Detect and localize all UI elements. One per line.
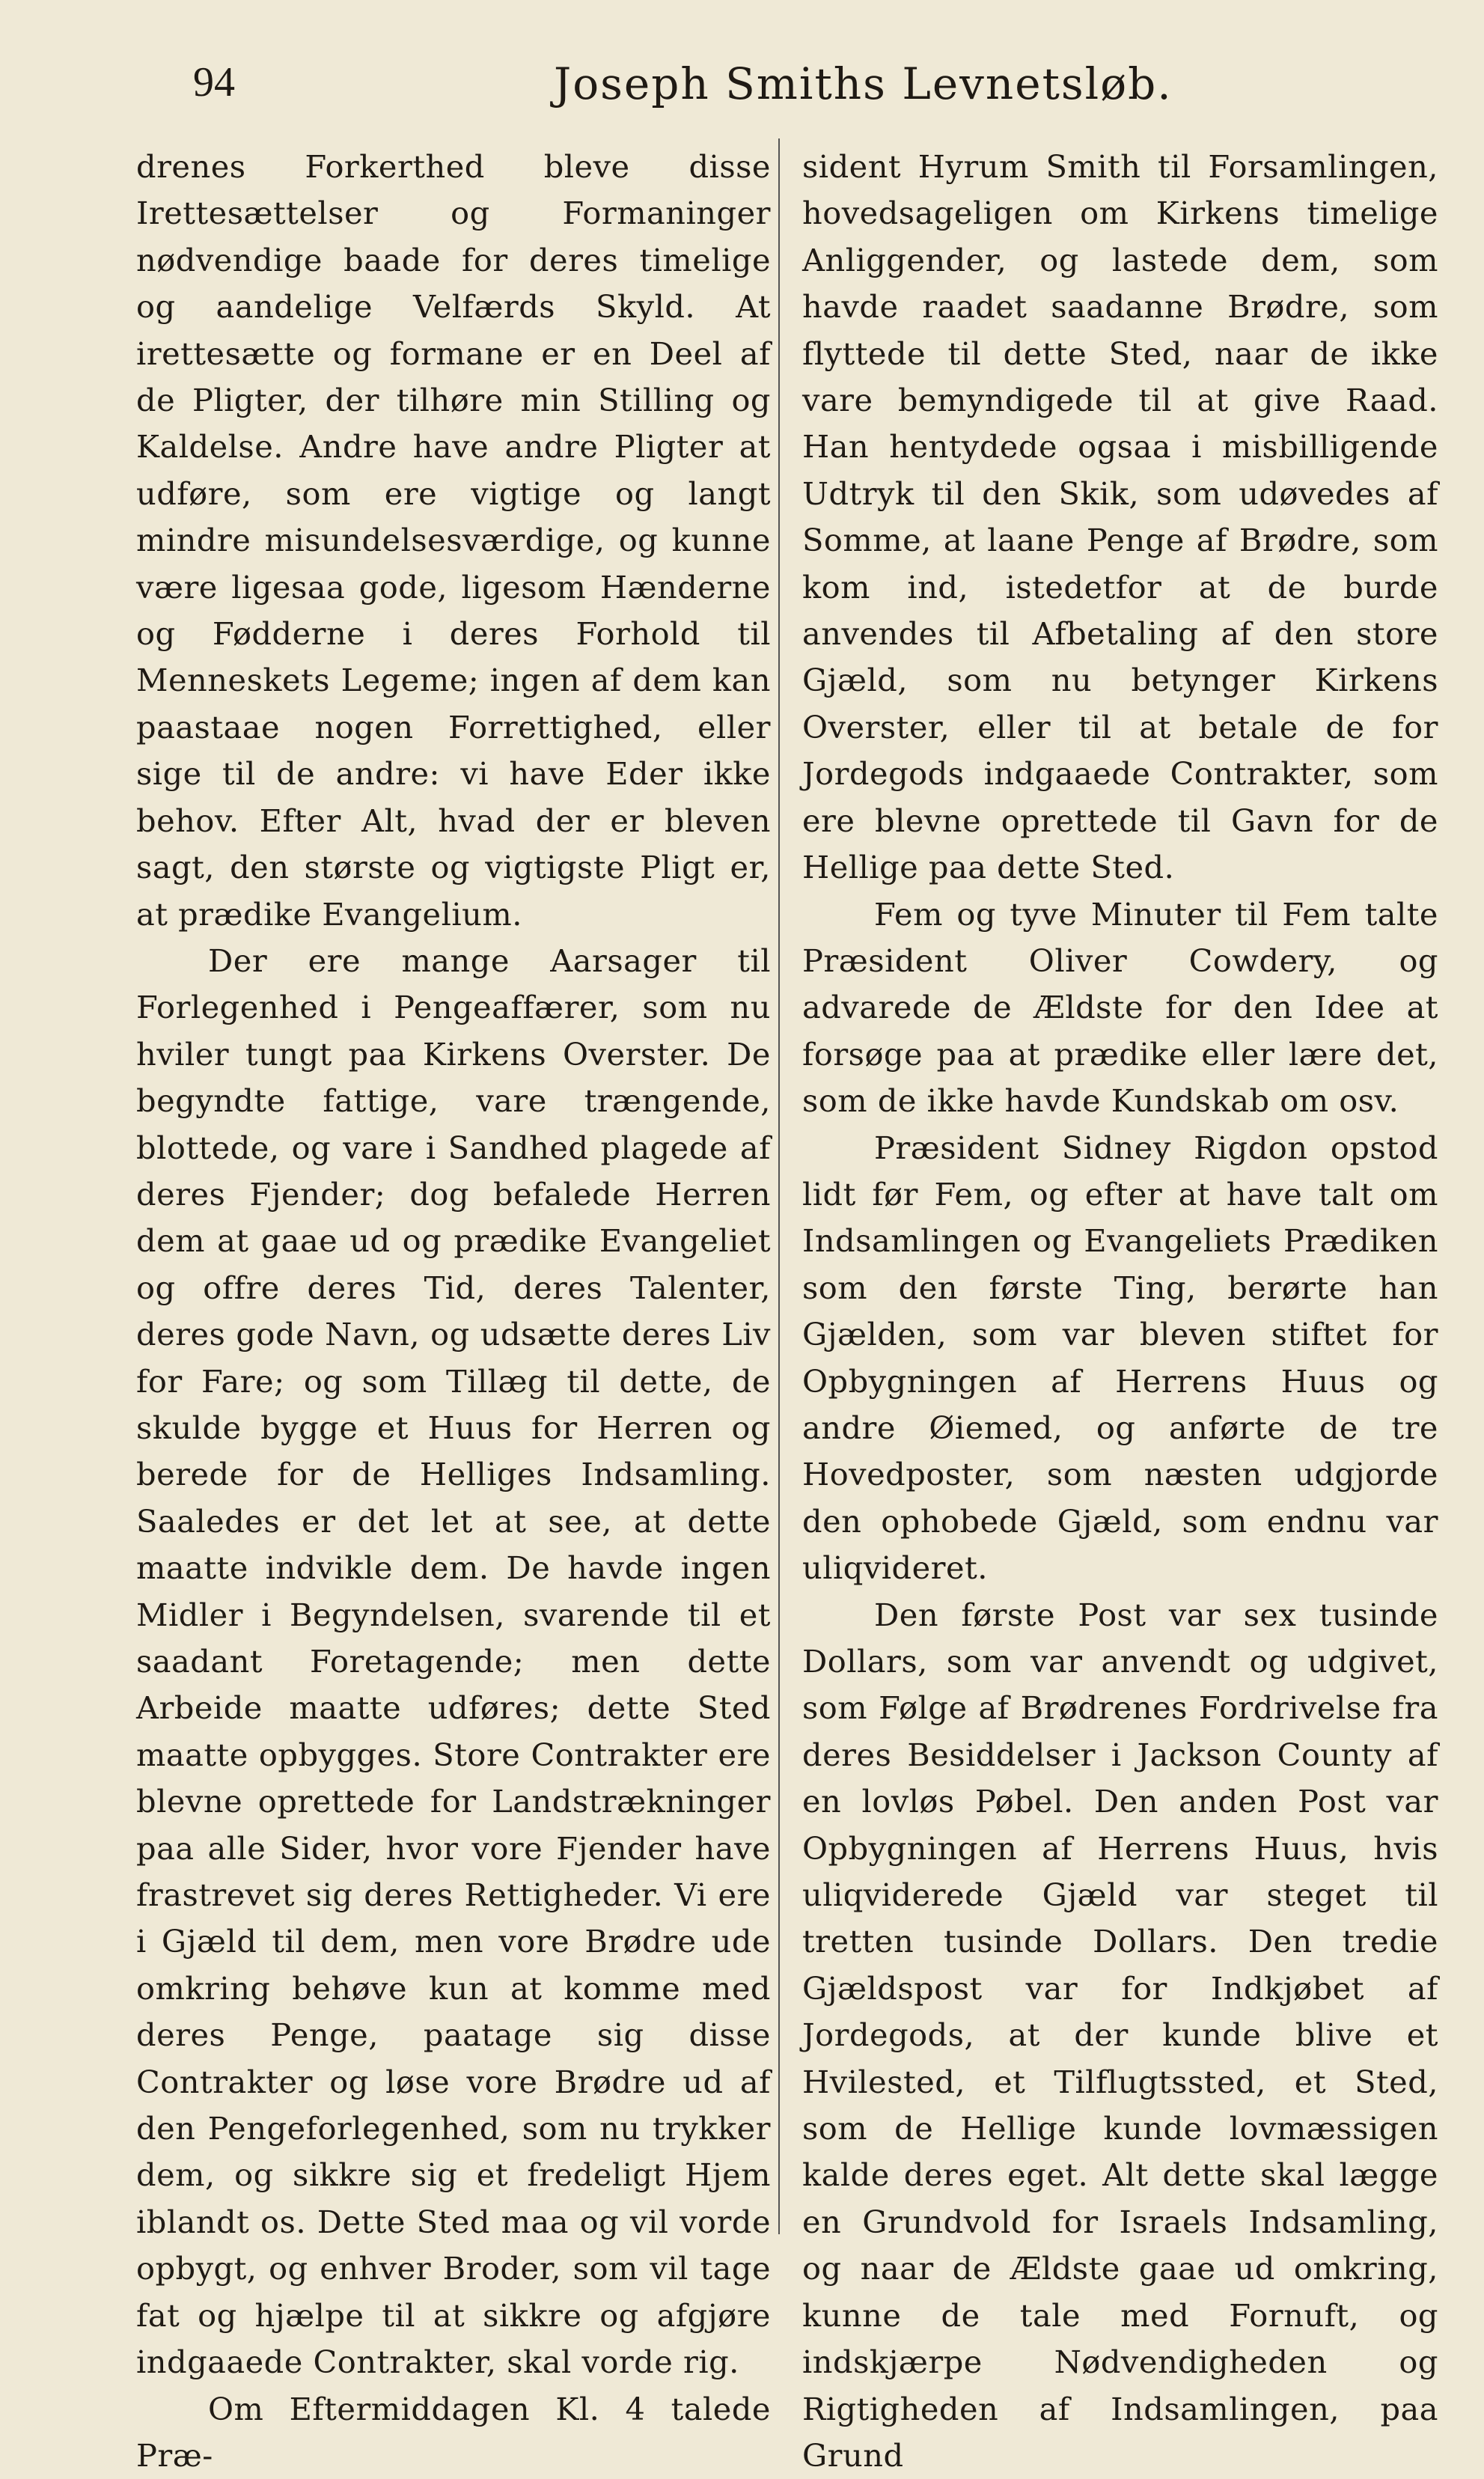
paragraph: Præsident Sidney Rigdon opstod lidt før Fem, og efter at have talt om Indsamlingen og Evangeliets Prædiken som den første Ting, berørte han Gjælden, som var bleven stiftet for Opbygningen af Herrens Huus og andre Øiemed, og anførte de tre Hovedposter, som næsten udgjorde den ophobede Gjæld, som endnu var uliqvideret. bbox=[802, 1125, 1438, 1592]
paragraph: Fem og tyve Minuter til Fem talte Præsident Oliver Cowdery, og advarede de Ældste for den Idee at forsøge paa at prædike eller lære det, som de ikke havde Kundskab om osv. bbox=[802, 891, 1438, 1125]
running-title: Joseph Smiths Levnetsløb. bbox=[554, 58, 1173, 109]
page-header bbox=[0, 58, 1484, 118]
paragraph: Om Eftermiddagen Kl. 4 talede Præ- bbox=[136, 2386, 771, 2479]
paragraph: drenes Forkerthed bleve disse Irettesættelser og Formaninger nødvendige baade for deres timelige og aandelige Velfærds Skyld. At irettesætte og formane er en Deel af de Pligter, der tilhøre min Stilling og Kaldelse. Andre have andre Pligter at udføre, som ere vigtige og langt mindre misundelsesværdige, og kunne være ligesaa gode, ligesom Hænderne og Fødderne i deres Forhold til Menneskets Legeme; ingen af dem kan paastaae nogen Forrettighed, eller sige til de andre: vi have Eder ikke behov. Efter Alt, hvad der er bleven sagt, den største og vigtigste Pligt er, at prædike Evangelium. bbox=[136, 144, 771, 938]
paragraph: Der ere mange Aarsager til Forlegenhed i Pengeaffærer, som nu hviler tungt paa Kirkens Overster. De begyndte fattige, vare trængende, blottede, og vare i Sandhed plagede af deres Fjender; dog befalede Herren dem at gaae ud og prædike Evangeliet og offre deres Tid, deres Talenter, deres gode Navn, og udsætte deres Liv for Fare; og som Tillæg til dette, de skulde bygge et Huus for Herren og berede for de Helliges Indsamling. Saaledes er det let at see, at dette maatte indvikle dem. De havde ingen Midler i Begyndelsen, svarende til et saadant Foretagende; men dette Arbeide maatte udføres; dette Sted maatte opbygges. Store Contrakter ere blevne oprettede for Landstrækninger paa alle Sider, hvor vore Fjender have frastrevet sig deres Rettigheder. Vi ere i Gjæld til dem, men vore Brødre ude omkring behøve kun at komme med deres Penge, paatage sig disse Contrakter og løse vore Brødre ud af den Pengeforlegenhed, som nu trykker dem, og sikkre sig et fredeligt Hjem iblandt os. Dette Sted maa og vil vorde opbygt, og enhver Broder, som vil tage fat og hjælpe til at sikkre og afgjøre indgaaede Contrakter, skal vorde rig. bbox=[136, 938, 771, 2386]
right-column bbox=[802, 144, 1438, 2479]
paragraph: sident Hyrum Smith til Forsamlingen, hovedsageligen om Kirkens timelige Anliggender, og lastede dem, som havde raadet saadanne Brødre, som flyttede til dette Sted, naar de ikke vare bemyndigede til at give Raad. Han hentydede ogsaa i misbilligende Udtryk til den Skik, som udøvedes af Somme, at laane Penge af Brødre, som kom ind, istedetfor at de burde anvendes til Afbetaling af den store Gjæld, som nu betynger Kirkens Overster, eller til at betale de for Jordegods indgaaede Contrakter, som ere blevne oprettede til Gavn for de Hellige paa dette Sted. bbox=[802, 144, 1438, 891]
left-column bbox=[136, 144, 771, 2479]
column-divider bbox=[778, 138, 780, 2234]
paragraph: Den første Post var sex tusinde Dollars, som var anvendt og udgivet, som Følge af Brødrenes Fordrivelse fra deres Besiddelser i Jackson County af en lovløs Pøbel. Den anden Post var Opbygningen af Herrens Huus, hvis uliqviderede Gjæld var steget til tretten tusinde Dollars. Den tredie Gjældspost var for Indkjøbet af Jordegods, at der kunde blive et Hvilested, et Tilflugtssted, et Sted, som de Hellige kunde lovmæssigen kalde deres eget. Alt dette skal lægge en Grundvold for Israels Indsamling, og naar de Ældste gaae ud omkring, kunne de tale med Fornuft, og indskjærpe Nødvendigheden og Rigtigheden af Indsamlingen, paa Grund bbox=[802, 1592, 1438, 2479]
page-number: 94 bbox=[193, 58, 235, 106]
